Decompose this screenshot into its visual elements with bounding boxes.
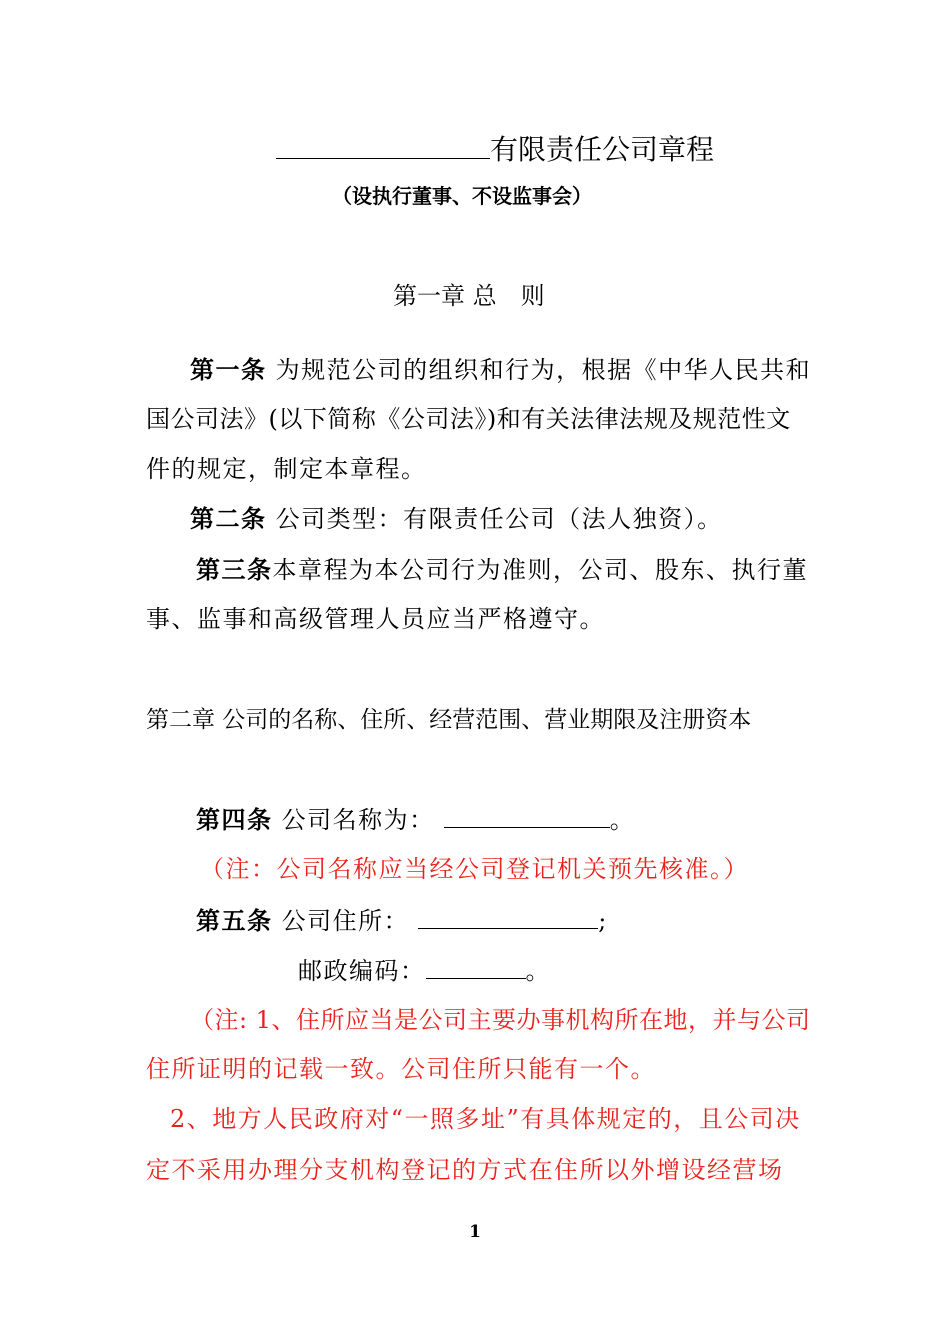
article-4-label: 第四条: [196, 805, 273, 834]
page-number: 1: [469, 1222, 481, 1242]
article-3-label: 第三条: [196, 555, 273, 584]
company-name-field-blank: [444, 803, 610, 828]
article-3-line-2: 事、监事和高级管理人员应当严格遵守。: [146, 605, 605, 633]
article-5-note-2-line-1: 2、地方人民政府对“一照多址”有具体规定的，且公司决: [170, 1105, 801, 1133]
postal-code-blank: [426, 954, 526, 979]
article-1-line-3: 件的规定，制定本章程。: [146, 455, 427, 483]
postal-code-line: 邮政编码： 。: [298, 954, 551, 987]
document-subtitle: （设执行董事、不设监事会）: [332, 184, 592, 208]
article-3-line-1: 第三条本章程为本公司行为准则，公司、股东、执行董: [196, 555, 808, 584]
article-5-label: 第五条: [196, 906, 273, 935]
article-5: 第五条 公司住所： ;: [196, 906, 608, 935]
address-blank: [418, 904, 598, 929]
article-2-label: 第二条: [190, 504, 267, 533]
article-5-note-2-line-2: 定不采用办理分支机构登记的方式在住所以外增设经营场: [146, 1156, 784, 1184]
article-1-line-1: 第一条 为规范公司的组织和行为，根据《中华人民共和: [190, 355, 812, 384]
article-2: 第二条 公司类型：有限责任公司（法人独资）。: [190, 504, 723, 533]
document-title: 有限责任公司章程: [276, 128, 714, 166]
article-1-line-2: 国公司法》(以下简称《公司法》)和有关法律法规及规范性文: [146, 405, 791, 433]
article-5-note-1-line-1: （注: 1、住所应当是公司主要办事机构所在地，并与公司: [190, 1006, 811, 1034]
chapter-1-heading: 第一章 总 则: [393, 282, 545, 310]
article-4-note: （注：公司名称应当经公司登记机关预先核准。）: [200, 855, 749, 883]
company-name-blank: [276, 128, 490, 159]
article-4: 第四条 公司名称为： 。: [196, 805, 636, 834]
chapter-2-heading: 第二章 公司的名称、住所、经营范围、营业期限及注册资本: [146, 707, 752, 733]
article-1-label: 第一条: [190, 355, 267, 384]
article-5-note-1-line-2: 住所证明的记载一致。公司住所只能有一个。: [146, 1055, 656, 1083]
